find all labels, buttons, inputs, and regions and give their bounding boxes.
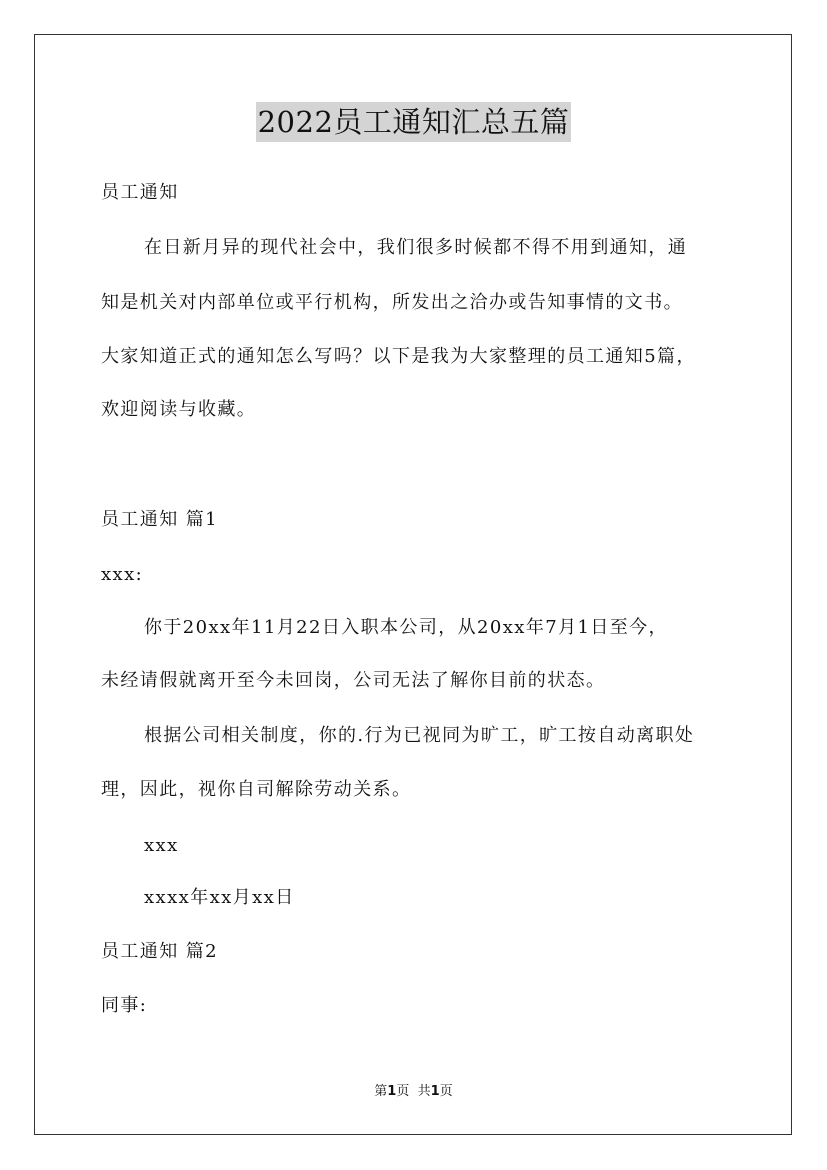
- paragraph-line: 你于20xx年11月22日入职本公司，从20xx年7月1日至今，: [144, 617, 668, 638]
- salutation: 同事:: [101, 995, 148, 1016]
- paragraph-line: 知是机关对内部单位或平行机构，所发出之洽办或告知事情的文书。: [101, 292, 683, 313]
- page-suffix: 页: [396, 1084, 410, 1099]
- paragraph-line: 未经请假就离开至今未回岗，公司无法了解你目前的状态。: [101, 670, 606, 691]
- document-title: 2022员工通知汇总五篇: [256, 102, 572, 142]
- salutation: xxx:: [101, 564, 144, 585]
- paragraph-line: 大家知道正式的通知怎么写吗？以下是我为大家整理的员工通知5篇，: [101, 346, 696, 367]
- paragraph-line: 理，因此，视你自司解除劳动关系。: [101, 779, 412, 800]
- total-prefix: 共: [417, 1084, 431, 1099]
- total-suffix: 页: [439, 1084, 453, 1099]
- title-container: [0, 102, 827, 142]
- total-pages: 1: [430, 1084, 440, 1099]
- section-heading: 员工通知 篇2: [101, 941, 218, 962]
- paragraph-line: 根据公司相关制度，你的.行为已视同为旷工，旷工按自动离职处: [144, 725, 695, 746]
- section-heading: 员工通知: [101, 182, 179, 203]
- page-prefix: 第: [374, 1084, 388, 1099]
- signature: xxx: [144, 835, 179, 856]
- paragraph-line: 在日新月异的现代社会中，我们很多时候都不得不用到通知，通: [144, 237, 688, 258]
- page-number: 1: [387, 1084, 397, 1099]
- signature-date: xxxx年xx月xx日: [144, 887, 295, 908]
- section-heading: 员工通知 篇1: [101, 509, 218, 530]
- paragraph-line: 欢迎阅读与收藏。: [101, 399, 257, 420]
- page-footer: [0, 1083, 827, 1101]
